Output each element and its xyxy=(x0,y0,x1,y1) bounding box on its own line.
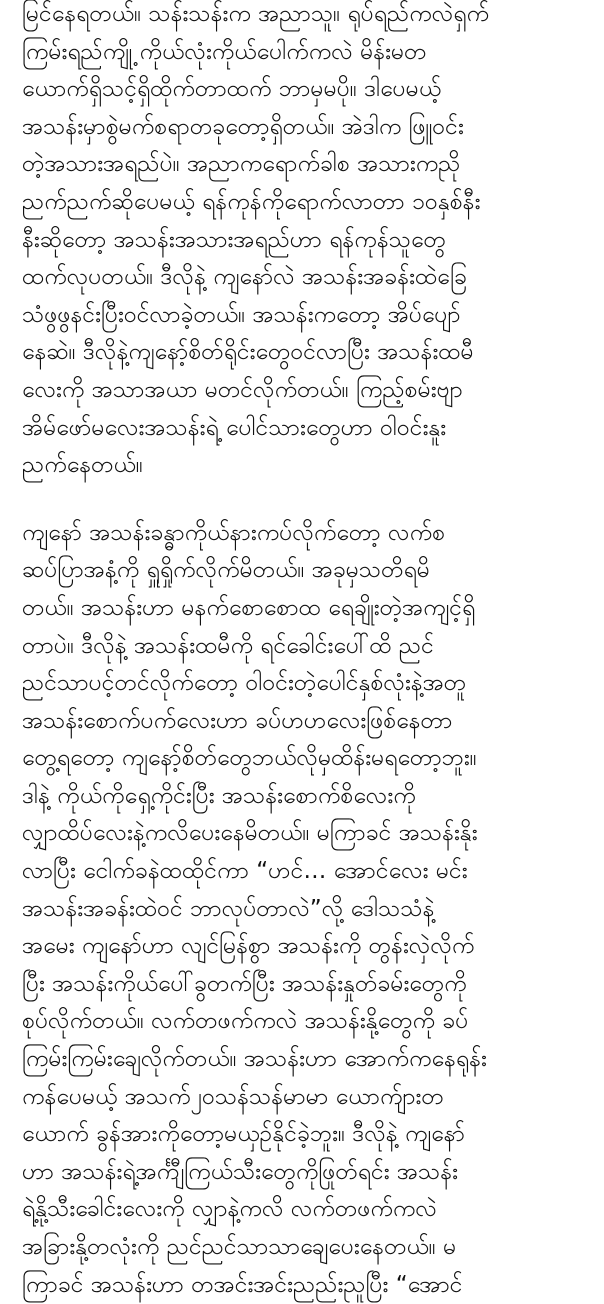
text-line: ညင်သာပင့်တင်လိုက်တော့ ဝါဝင်းတဲ့ပေါင်နှစ်လုံးနဲ့အတူ xyxy=(22,670,467,697)
text-line: သံဖွဖွနင်းပြီးဝင်လာခဲ့တယ်။ အသန်းကတော့ အိပ်ပျော် xyxy=(22,301,461,328)
paragraph xyxy=(22,515,586,1304)
text-line: ပြီး အသန်းကိုယ်ပေါ်ခွတက်ပြီး အသန်းနှုတ်ခမ်းတွေကို xyxy=(22,970,467,997)
text-line: ကြာခင် အသန်းဟာ တအင်းအင်းညည်းညူပြီး “အောင် xyxy=(22,1271,463,1298)
text-line: လျှာထိပ်လေးနဲ့ကလိပေးနေမိတယ်။ မကြာခင် အသန်းနိုး xyxy=(22,820,478,847)
text-line: စုပ်လိုက်တယ်။ လက်တဖက်ကလဲ အသန်းနို့တွေကို ခပ် xyxy=(22,1008,469,1035)
text-line: တွေ့ရတော့ ကျနော့်စိတ်တွေဘယ်လိုမှထိန်းမရတော့ဘူး။ xyxy=(22,745,477,772)
text-line: ကြမ်းကြမ်းချေလိုက်တယ်။ အသန်းဟာ အောက်ကနေရုန်း xyxy=(22,1046,487,1073)
text-line: အသန်းအခန်းထဲဝင် ဘာလုပ်တာလဲ”လို့ ဒေါသသံနဲ့ xyxy=(22,895,435,922)
text-line: ဒါနဲ့ ကိုယ်ကိုရှေ့ကိုင်းပြီး အသန်းစောက်စိလေးကို xyxy=(22,782,416,809)
text-line: ကန်ပေမယ့် အသက်၂၀သန်သန်မာမာ ယောက်ျားတ xyxy=(22,1083,444,1110)
text-line: ထက်လုပတယ်။ ဒီလိုနဲ့ ကျနော်လဲ အသန်းအခန်းထဲခြေ xyxy=(22,264,467,291)
text-line: မြင်နေရတယ်။ သန်းသန်းက အညာသူ။ ရုပ်ရည်ကလဲရှက် xyxy=(22,1,489,27)
text-line: တာပဲ။ ဒီလိုနဲ့ အသန်းထမီကို ရင်ခေါင်းပေါ်ထိ ညင် xyxy=(22,632,434,659)
text-line: ကျနော် အသန်းခန္ဓာကိုယ်နားကပ်လိုက်တော့ လက်စ xyxy=(22,519,446,546)
text-line: နေဆဲ။ ဒီလိုနဲ့ကျနော့်စိတ်ရိုင်းတွေဝင်လာပြီး အသန်းထမီ xyxy=(22,339,474,366)
text-line: ကြမ်းရည်ကျို့ ကိုယ်လုံးကိုယ်ပေါက်ကလဲ မိန်းမတ xyxy=(22,38,427,65)
paragraph-gap xyxy=(22,485,586,515)
text-line: ယောက် ခွန်အားကိုတော့မယှဉ်နိုင်ခဲ့ဘူး။ ဒီလိုနဲ့ ကျနော် xyxy=(22,1121,466,1148)
text-line: ညက်နေတယ်။ xyxy=(22,452,143,479)
text-line: လာပြီး ငေါက်ခနဲထထိုင်ကာ “ဟင်… အောင်လေး မင်း xyxy=(22,858,468,885)
paragraph xyxy=(22,0,586,485)
text-line: အသန်းမှာစွဲမက်စရာတခုတော့ရှိတယ်။ အဲဒါက ဖြူဝင်း xyxy=(22,113,464,140)
text-line: အိမ်ဖော်မလေးအသန်းရဲ့ ပေါင်သားတွေဟာ ဝါဝင်းနူး xyxy=(22,414,447,441)
text-line: ဆပ်ပြာအနံ့ကို ရှူရှိုက်လိုက်မိတယ်။ အခုမှသတိရမိ xyxy=(22,557,430,584)
text-line: အမေး ကျနော်ဟာ လျင်မြန်စွာ အသန်းကို တွန်းလှဲလိုက် xyxy=(22,933,475,960)
text-line: အသန်းစောက်ပက်လေးဟာ ခပ်ဟဟလေးဖြစ်နေတာ xyxy=(22,707,453,734)
text-line: ညက်ညက်ဆိုပေမယ့် ရန်ကုန်ကိုရောက်လာတာ ၁၀နှစ်နီး xyxy=(22,188,481,215)
text-line: ဟာ အသန်းရဲ့အင်္ကျီကြယ်သီးတွေကိုဖြုတ်ရင်း အသန်း xyxy=(22,1158,459,1185)
text-line: တယ်။ အသန်းဟာ မနက်စောစောထ ရေချိုးတဲ့အကျင့်ရှိ xyxy=(22,594,476,621)
text-line: တဲ့အသားအရည်ပဲ။ အညာကရောက်ခါစ အသားကညို xyxy=(22,151,461,178)
text-line: ရဲ့နို့သီးခေါင်းလေးကို လျှာနဲ့ကလိ လက်တဖက်ကလဲ xyxy=(22,1196,437,1223)
text-line: ယောက်ရှိသင့်ရှိထိုက်တာထက် ဘာမှမပို။ ဒါပေမယ့် xyxy=(22,76,442,103)
text-line: အခြားနို့တလုံးကို ညင်ညင်သာသာချေပေးနေတယ်။ မ xyxy=(22,1234,457,1260)
text-line: လေးကို အသာအယာ မတင်လိုက်တယ်။ ကြည့်စမ်းဗျာ xyxy=(22,376,463,403)
text-line: နီးဆိုတော့ အသန်းအသားအရည်ဟာ ရန်ကုန်သူတွေ xyxy=(22,226,446,253)
